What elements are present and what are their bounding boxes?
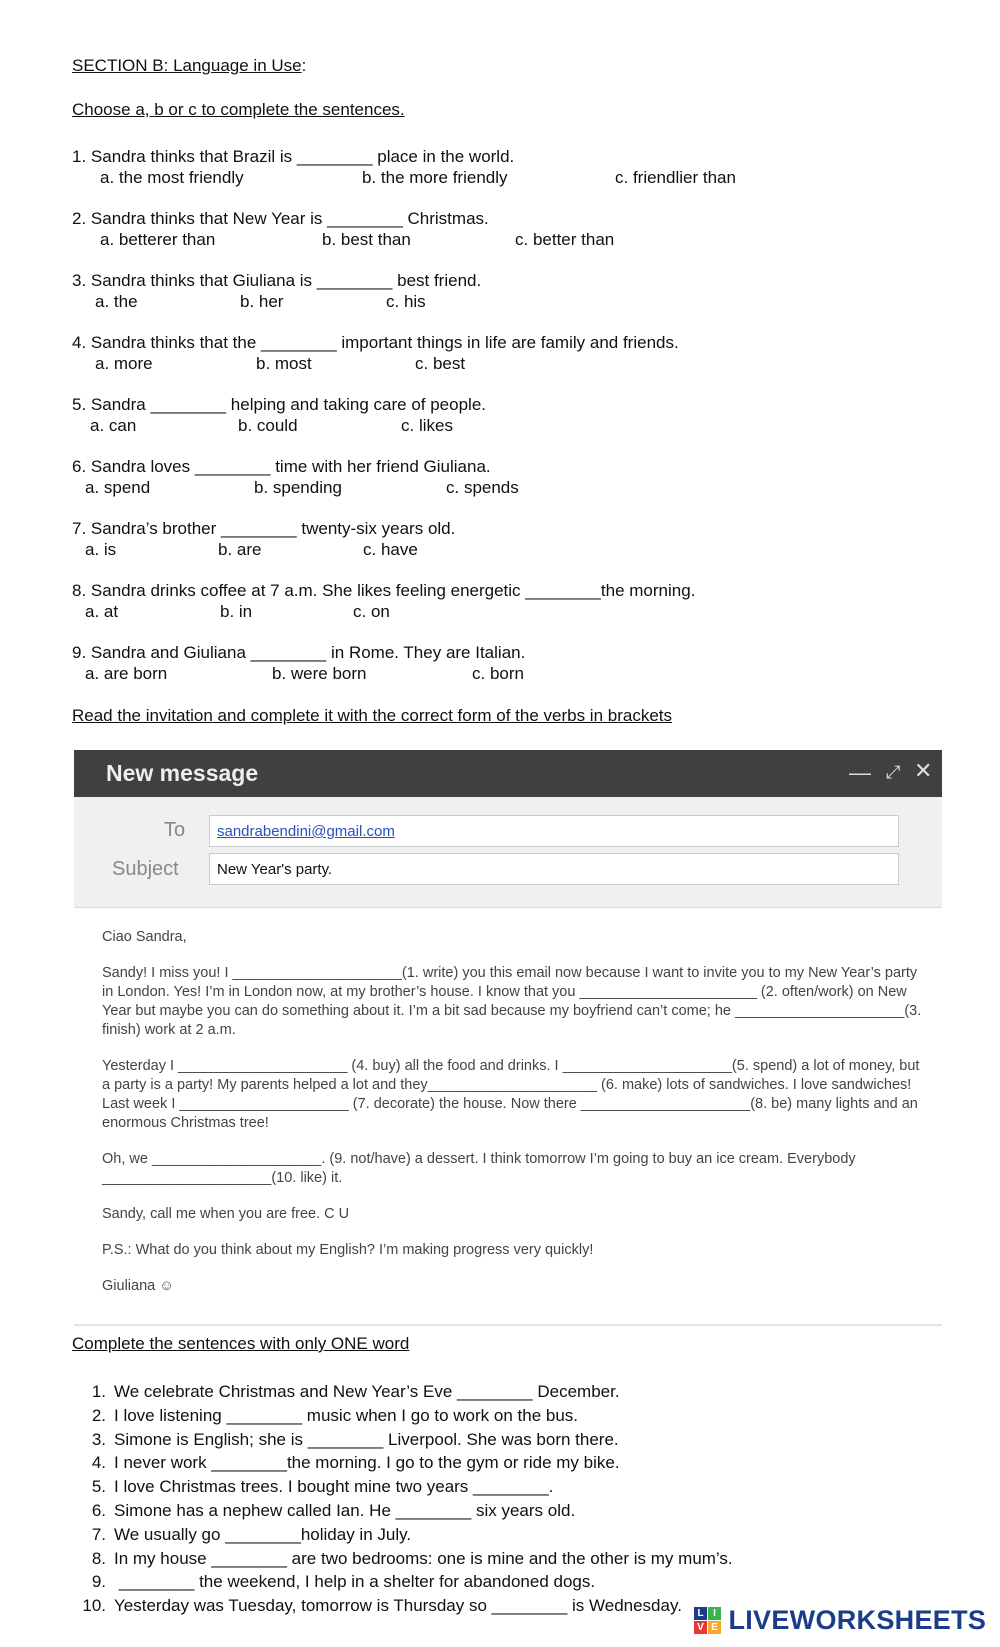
- question-3: 3. Sandra thinks that Giuliana is ________ best friend.: [72, 271, 482, 290]
- email-body: [102, 928, 922, 1313]
- question-9-option-c[interactable]: c. born: [472, 664, 524, 683]
- item-text[interactable]: Simone has a nephew called Ian. He ________ six years old.: [114, 1501, 576, 1520]
- one-word-item: [72, 1572, 595, 1592]
- question-5-option-b[interactable]: b. could: [238, 416, 298, 435]
- question-8-option-c[interactable]: c. on: [353, 602, 390, 621]
- one-word-item: [72, 1549, 733, 1569]
- logo-block: L: [694, 1607, 707, 1620]
- one-word-item: [72, 1501, 575, 1521]
- item-text[interactable]: In my house ________ are two bedrooms: one is mine and the other is my mum’s.: [114, 1548, 733, 1568]
- item-number: 4.: [91, 1453, 106, 1473]
- item-number: 2.: [91, 1405, 106, 1425]
- minimize-icon[interactable]: —: [849, 760, 871, 785]
- question-6-option-b[interactable]: b. spending: [254, 478, 342, 497]
- question-2-option-c[interactable]: c. better than: [515, 230, 615, 249]
- expand-icon[interactable]: ⤢: [886, 762, 901, 782]
- question-4-option-c[interactable]: c. best: [415, 354, 466, 373]
- one-word-item: [72, 1596, 682, 1616]
- item-number: 3.: [91, 1429, 106, 1449]
- email-bottom-divider: [74, 1324, 942, 1326]
- logo-block: E: [708, 1621, 721, 1634]
- email-paragraph: P.S.: What do you think about my English? I’m making progress very quickly!: [102, 1242, 594, 1258]
- one-word-item: [72, 1382, 620, 1402]
- question-3-option-c[interactable]: c. his: [386, 292, 426, 311]
- question-6: 6. Sandra loves ________ time with her friend Giuliana.: [72, 457, 491, 476]
- email-title-bar: [74, 750, 942, 797]
- to-field[interactable]: [209, 815, 899, 847]
- question-3-option-b[interactable]: b. her: [240, 292, 284, 311]
- logo-text: LIVEWORKSHEETS: [728, 1605, 987, 1635]
- item-text[interactable]: We celebrate Christmas and New Year’s Eve ________ December.: [114, 1382, 620, 1401]
- logo-mark-icon: [694, 1607, 724, 1635]
- question-2-option-b[interactable]: b. best than: [322, 230, 411, 249]
- question-5-option-a[interactable]: a. can: [90, 416, 137, 435]
- item-text[interactable]: I love Christmas trees. I bought mine two years ________.: [114, 1477, 554, 1497]
- email-title: New message: [106, 760, 259, 786]
- close-icon[interactable]: ✕: [914, 758, 933, 783]
- one-word-item: [72, 1477, 553, 1497]
- question-9-option-b[interactable]: b. were born: [272, 664, 367, 683]
- email-paragraph: Ciao Sandra,: [102, 929, 187, 945]
- item-number: 6.: [91, 1501, 106, 1520]
- item-text[interactable]: ________ the weekend, I help in a shelter for abandoned dogs.: [114, 1572, 596, 1592]
- question-7-option-a[interactable]: a. is: [85, 540, 117, 559]
- question-8-option-b[interactable]: b. in: [220, 602, 253, 621]
- to-value[interactable]: sandrabendini@gmail.com: [217, 823, 395, 840]
- item-number: 8.: [91, 1548, 106, 1568]
- question-4: 4. Sandra thinks that the ________ important things in life are family and friends.: [72, 333, 679, 352]
- instruction-read-invitation: Read the invitation and complete it with the correct form of the verbs in brackets: [72, 706, 673, 725]
- subject-field[interactable]: [209, 853, 899, 885]
- instruction-one-word: Complete the sentences with only ONE word: [72, 1334, 410, 1353]
- question-1-option-b[interactable]: b. the more friendly: [362, 168, 508, 187]
- to-label: To: [164, 819, 186, 841]
- question-2-option-a[interactable]: a. betterer than: [100, 230, 216, 249]
- question-3-option-a[interactable]: a. the: [95, 292, 138, 311]
- subject-label: Subject: [112, 858, 179, 880]
- item-text[interactable]: Yesterday was Tuesday, tomorrow is Thursday so ________ is Wednesday.: [114, 1596, 682, 1616]
- question-5: 5. Sandra ________ helping and taking care of people.: [72, 395, 486, 414]
- logo-block: V: [694, 1621, 707, 1634]
- email-compose-window: [74, 750, 942, 1326]
- question-9: 9. Sandra and Giuliana ________ in Rome. They are Italian.: [72, 643, 526, 662]
- subject-value: New Year's party.: [217, 861, 333, 878]
- question-1-option-c[interactable]: c. friendlier than: [615, 168, 736, 187]
- logo-block: I: [708, 1607, 721, 1620]
- item-number: 1.: [91, 1382, 106, 1401]
- item-text[interactable]: Simone is English; she is ________ Liverpool. She was born there.: [114, 1429, 619, 1449]
- question-1: 1. Sandra thinks that Brazil is ________ place in the world.: [72, 147, 515, 166]
- question-1-option-a[interactable]: a. the most friendly: [100, 168, 244, 187]
- email-paragraph: Giuliana ☺: [102, 1278, 175, 1294]
- liveworksheets-logo: [694, 1605, 986, 1636]
- email-paragraph: Sandy, call me when you are free. C U: [102, 1206, 350, 1222]
- instruction-choose: Choose a, b or c to complete the sentences.: [72, 100, 405, 119]
- item-number: 5.: [91, 1477, 106, 1497]
- one-word-item: [72, 1453, 620, 1473]
- one-word-item: [72, 1430, 619, 1450]
- question-6-option-a[interactable]: a. spend: [85, 478, 151, 497]
- section-title: [72, 56, 306, 76]
- section-title-colon: :: [301, 56, 307, 75]
- question-6-option-c[interactable]: c. spends: [446, 478, 519, 497]
- question-9-option-a[interactable]: a. are born: [85, 664, 168, 683]
- item-number: 10.: [82, 1596, 106, 1616]
- one-word-item: [72, 1406, 578, 1426]
- email-paragraph: Oh, we _____________________. (9. not/have) a dessert. I think tomorrow I’m going to buy an ice cream. Everybody _____________________(10. like) it.: [102, 1151, 856, 1186]
- item-number: 9.: [91, 1572, 106, 1592]
- question-4-option-a[interactable]: a. more: [95, 354, 153, 373]
- item-text[interactable]: I love listening ________ music when I go to work on the bus.: [114, 1405, 579, 1425]
- item-text[interactable]: I never work ________the morning. I go to the gym or ride my bike.: [114, 1453, 620, 1473]
- question-8-option-a[interactable]: a. at: [85, 602, 119, 621]
- question-7-option-c[interactable]: c. have: [363, 540, 418, 559]
- email-paragraph: Yesterday I _____________________ (4. buy) all the food and drinks. I _____________________(5. spend) a lot of money, but a party is a party! My parents helped a lot and they_____________________ (6. make) lots of sandwiches. I love sandwiches! Last week I _____________________ (7. decorate) the house. Now there _____________________(8. be) many lights and an enormous Christmas tree!: [102, 1058, 920, 1131]
- question-8: 8. Sandra drinks coffee at 7 a.m. She likes feeling energetic ________the morning.: [72, 581, 696, 600]
- question-7: 7. Sandra’s brother ________ twenty-six years old.: [72, 519, 456, 538]
- email-paragraph: Sandy! I miss you! I _____________________(1. write) you this email now because I want to invite you to my New Year’s party in London. Yes! I’m in London now, at my brother’s house. I know that you ______________________ (2. often/work) on New Year but maybe you can do something about it. I’m a bit sad because my boyfriend can’t come; he _____________________(3. finish) work at 2 a.m.: [102, 965, 922, 1038]
- question-2: 2. Sandra thinks that New Year is ________ Christmas.: [72, 209, 489, 228]
- item-text[interactable]: We usually go ________holiday in July.: [114, 1524, 412, 1544]
- one-word-item: [72, 1525, 411, 1545]
- email-fields: [74, 797, 942, 908]
- question-7-option-b[interactable]: b. are: [218, 540, 262, 559]
- question-5-option-c[interactable]: c. likes: [401, 416, 453, 435]
- item-number: 7.: [91, 1524, 106, 1544]
- question-4-option-b[interactable]: b. most: [256, 354, 312, 373]
- section-title-text: SECTION B: Language in Use: [72, 56, 302, 75]
